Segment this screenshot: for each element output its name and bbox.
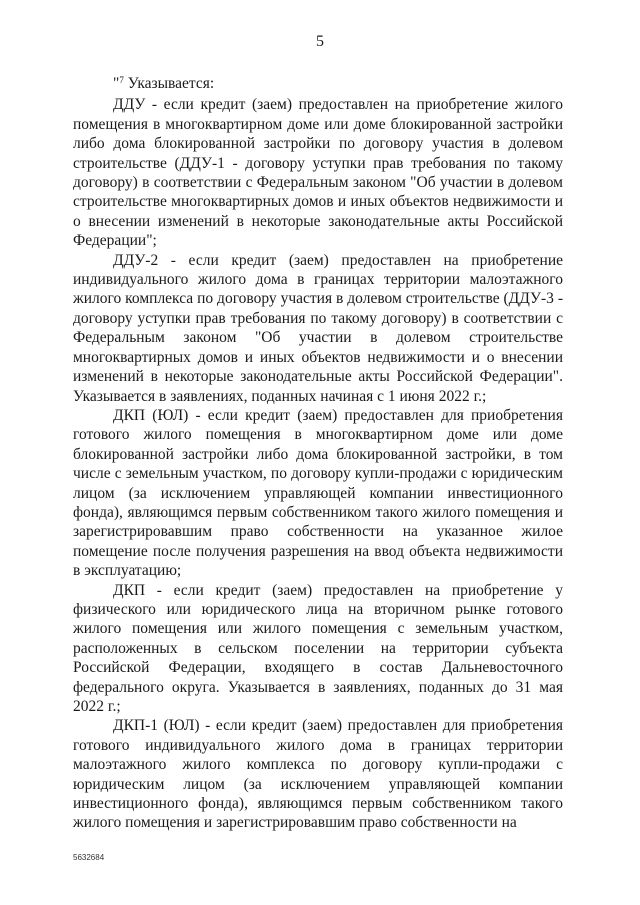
paragraph-ddu: ДДУ - если кредит (заем) предоставлен на приобретение жилого помещения в многоквартирном доме или доме блокированной застройки либо дома блокированной застройки по договору участия в долевом строительстве (ДДУ-1 - договору уступки прав требования по такому договору) в соответствии с Федеральным законом "Об участии в долевом строительстве многоквартирных домов и иных объектов недвижимости и о внесении изменений в некоторые законодательные акты Российской Федерации"; xyxy=(73,96,563,250)
paragraph-ddu-2: ДДУ-2 - если кредит (заем) предоставлен на приобретение индивидуального жилого дома в границах территории малоэтажного жилого комплекса по договору участия в долевом строительстве (ДДУ-3 - договору уступки прав требования по такому договору) в соответствии с Федеральным законом "Об участии в долевом строительстве многоквартирных домов и иных объектов недвижимости и о внесении изменений в некоторые законодательные акты Российской Федерации". Указывается в заявлениях, поданных начиная с 1 июня 2022 г.; xyxy=(73,251,563,405)
footnote-intro-text: Указывается: xyxy=(123,75,215,92)
paragraph-dkp: ДКП - если кредит (заем) предоставлен на приобретение у физического или юридического лица на вторичном рынке готового жилого помещения или жилого помещения с земельным участком, расположенных в сельском поселении на территории субъекта Российской Федерации, входящего в состав Дальневосточного федерального округа. Указывается в заявлениях, поданных до 31 мая 2022 г.; xyxy=(73,581,563,715)
page-number: 5 xyxy=(316,33,324,50)
footnote-quote: " xyxy=(113,75,120,92)
document-code: 5632684 xyxy=(73,853,105,862)
document-body xyxy=(73,74,563,833)
footnote-marker: 7 xyxy=(119,75,124,85)
footnote-intro xyxy=(113,74,563,93)
paragraph-dkp-1-legal-entity: ДКП-1 (ЮЛ) - если кредит (заем) предоставлен для приобретения готового индивидуального жилого дома в границах территории малоэтажного жилого комплекса по договору купли-продажи с юридическим лицом (за исключением управляющей компании инвестиционного фонда), являющимся первым собственником такого жилого помещения и зарегистрировавшим право собственности на xyxy=(73,717,563,832)
paragraph-dkp-legal-entity: ДКП (ЮЛ) - если кредит (заем) предоставлен для приобретения готового жилого помещения в многоквартирном доме или доме блокированной застройки либо дома блокированной застройки, в том числе с земельным участком, по договору купли-продажи с юридическим лицом (за исключением управляющей компании инвестиционного фонда), являющимся первым собственником такого жилого помещения и зарегистрировавшим право собственности на указанное жилое помещение после получения разрешения на ввод объекта недвижимости в эксплуатацию; xyxy=(73,406,563,580)
